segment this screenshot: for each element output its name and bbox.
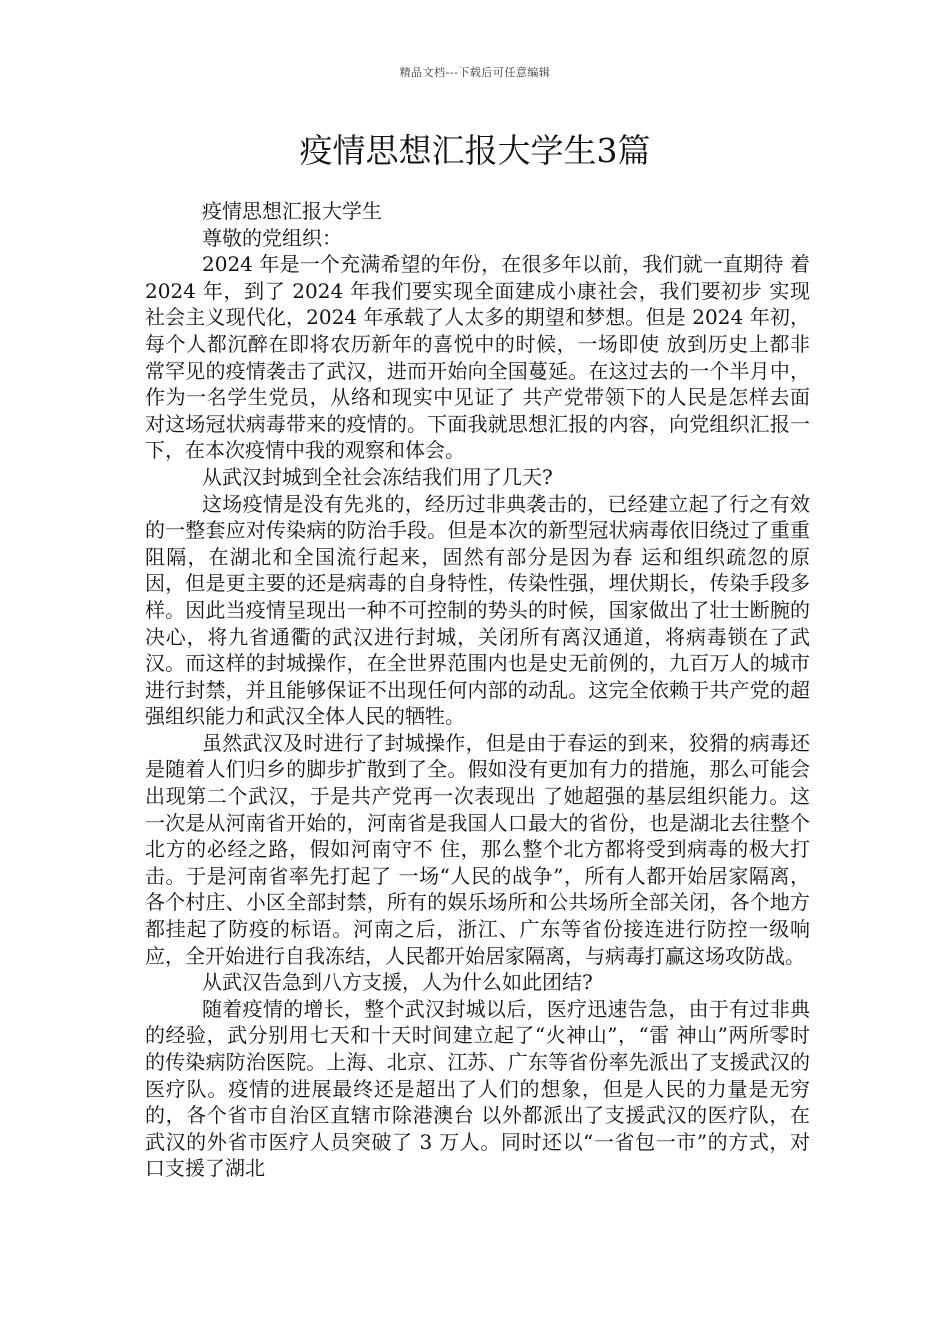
paragraph-salutation: 尊敬的党组织： [202, 225, 342, 250]
document-title: 疫情思想汇报大学生3篇 [299, 131, 651, 170]
document-body [145, 198, 810, 1182]
paragraph: 2024 年是一个充满希望的年份，在很多年以前，我们就一直期待 着 2024 年，到了 2024 年我们要实现全面建成小康社会，我们要初步 实现社会主义现代化，2024 年承载了人太多的期望和梦想。但是 2024 年初，每个人都沉醉在即将农历新年的喜悦中的时候，一场即使 放到历史上都非常罕见的疫情袭击了武汉，进而开始向全国蔓延。在这过去的一个半月中，作为一名学生党员，从络和现实中见证了 共产党带领下的人民是怎样去面对这场冠状病毒带来的疫情的。下面我就思想汇报的内容，向党组织汇报一下，在本次疫情中我的观察和体会。 [145, 252, 810, 463]
header-note: 精品文档---下载后可任意编辑 [399, 66, 551, 79]
section-heading: 从武汉封城到全社会冻结我们用了几天? [202, 464, 553, 489]
section-heading: 从武汉告急到八方支援，人为什么如此团结? [202, 970, 593, 995]
paragraph: 虽然武汉及时进行了封城操作，但是由于春运的到来，狡猾的病毒还是随着人们归乡的脚步扩散到了全。假如没有更加有力的措施，那么可能会出现第二个武汉，于是共产党再一次表现出 了她超强的基层组织能力。这一次是从河南省开始的，河南省是我国人口最大的省份，也是湖北去往整个北方的必经之路，假如河南守不 住，那么整个北方都将受到病毒的极大打击。于是河南省率先打起了 一场“人民的战争”，所有人都开始居家隔离，各个村庄、小区全部封禁，所有的娱乐场所和公共场所全部关闭，各个地方都挂起了防疫的标语。河南之后，浙江、广东等省份接连进行防控一级响应，全开始进行自我冻结，人民都开始居家隔离，与病毒打赢这场攻防战。 [145, 730, 810, 968]
paragraph-subtitle: 疫情思想汇报大学生 [202, 199, 382, 223]
paragraph: 这场疫情是没有先兆的，经历过非典袭击的，已经建立起了行之有效的一整套应对传染病的防治手段。但是本次的新型冠状病毒依旧绕过了重重阻隔，在湖北和全国流行起来，固然有部分是因为春 运和组织疏忽的原因，但是更主要的还是病毒的自身特性，传染性强，埋伏期长，传染手段多样。因此当疫情呈现出一种不可控制的势头的时候，国家做出了壮士断腕的决心，将九省通衢的武汉进行封城，关闭所有离汉通道，将病毒锁在了武汉。而这样的封城操作，在全世界范围内也是史无前例的，九百万人的城市进行封禁，并且能够保证不出现任何内部的动乱。这完全依赖于共产党的超强组织能力和武汉全体人民的牺牲。 [145, 491, 810, 729]
paragraph: 随着疫情的增长，整个武汉封城以后，医疗迅速告急，由于有过非典的经验，武分别用七天和十天时间建立起了“火神山”，“雷 神山”两所零时的传染病防治医院。上海、北京、江苏、广东等省份率先派出了支援武汉的医疗队。疫情的进展最终还是超出了人们的想象，但是人民的力量是无穷的，各个省市自治区直辖市除港澳台 以外都派出了支援武汉的医疗队，在武汉的外省市医疗人员突破了 3 万人。同时还以“一省包一市”的方式，对口支援了湖北 [145, 996, 810, 1181]
